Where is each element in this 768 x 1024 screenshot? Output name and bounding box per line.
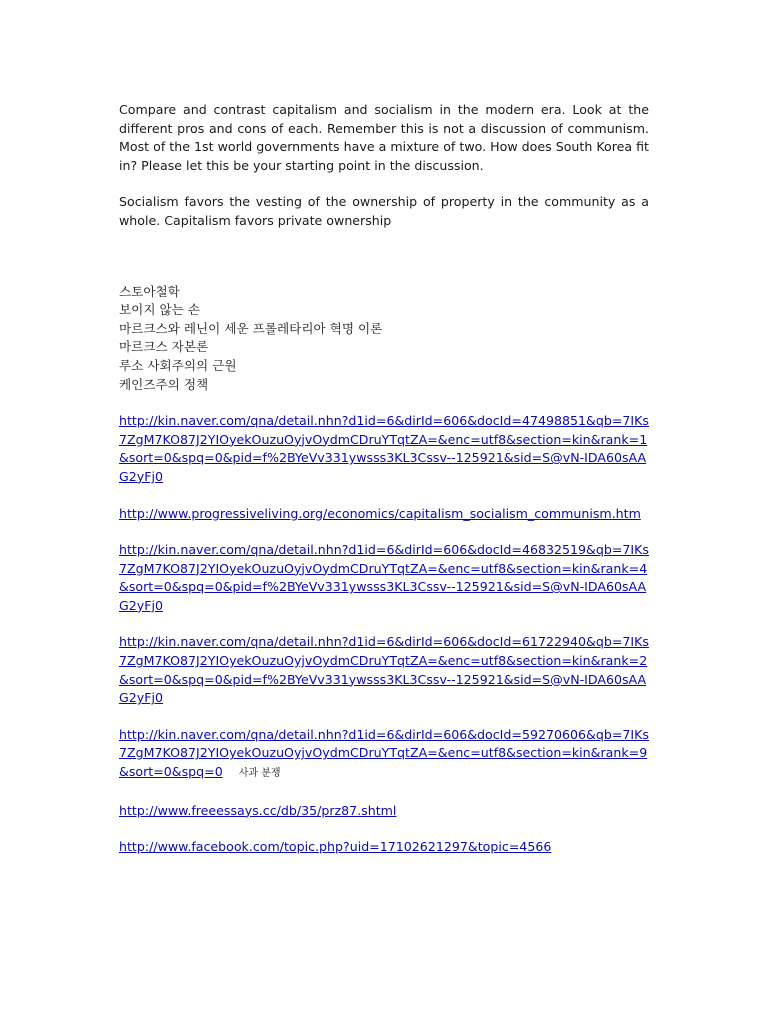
- reference-link-7[interactable]: http://www.facebook.com/topic.php?uid=17102621297&topic=4566: [119, 839, 552, 855]
- definition-paragraph: Socialism favors the vesting of the ownership of property in the community as a whole. Capitalism favors private ownership: [119, 194, 649, 228]
- topic-list: [119, 283, 649, 395]
- topic-item: 마르크스와 레닌이 세운 프롤레타리아 혁명 이론: [119, 320, 383, 336]
- reference-link-6[interactable]: http://www.freeessays.cc/db/35/prz87.shtml: [119, 802, 397, 818]
- link-item: [119, 802, 649, 821]
- link-item: [119, 633, 649, 707]
- link-item: [119, 726, 649, 784]
- topic-item: 보이지 않는 손: [119, 302, 200, 318]
- link-item: [119, 412, 649, 486]
- reference-link-3[interactable]: http://kin.naver.com/qna/detail.nhn?d1id=6&dirId=606&docId=46832519&qb=7IKs7ZgM7KO87J2YIOyekOuzuOyjvOydmCDruYTqtZA=&enc=utf8&section=kin&rank=4&sort=0&spq=0&pid=f%2BYeVv331ywsss3KL3Cssv--125921&sid=S@vN-IDA60sAAG2yFj0: [119, 542, 649, 613]
- intro-paragraph: Compare and contrast capitalism and socialism in the modern era. Look at the different pros and cons of each. Remember this is not a discussion of communism. Most of the 1st world governments have a mixture of two. How does South Korea fit in? Please let this be your starting point in the discussion.: [119, 102, 649, 173]
- reference-link-4[interactable]: http://kin.naver.com/qna/detail.nhn?d1id=6&dirId=606&docId=61722940&qb=7IKs7ZgM7KO87J2YIOyekOuzuOyjvOydmCDruYTqtZA=&enc=utf8&section=kin&rank=2&sort=0&spq=0&pid=f%2BYeVv331ywsss3KL3Cssv--125921&sid=S@vN-IDA60sAAG2yFj0: [119, 634, 649, 706]
- topic-item: 루소 사회주의의 근원: [119, 357, 237, 373]
- topic-item: 케인즈주의 정책: [119, 376, 209, 392]
- topic-item: 스토아철학: [119, 283, 180, 299]
- reference-link-1[interactable]: http://kin.naver.com/qna/detail.nhn?d1id=6&dirId=606&docId=47498851&qb=7IKs7ZgM7KO87J2YIOyekOuzuOyjvOydmCDruYTqtZA=&enc=utf8&section=kin&rank=1&sort=0&spq=0&pid=f%2BYeVv331ywsss3KL3Cssv--125921&sid=S@vN-IDA60sAAG2yFj0: [119, 413, 649, 484]
- reference-link-5[interactable]: http://kin.naver.com/qna/detail.nhn?d1id=6&dirId=606&docId=59270606&qb=7IKs7ZgM7KO87J2YIOyekOuzuOyjvOydmCDruYTqtZA=&enc=utf8&section=kin&rank=9&sort=0&spq=0: [119, 726, 649, 780]
- reference-links: [119, 412, 649, 857]
- document-body: [119, 101, 649, 875]
- link-item: [119, 505, 649, 524]
- link-item: [119, 838, 649, 857]
- reference-link-2[interactable]: http://www.progressiveliving.org/economics/capitalism_socialism_communism.htm: [119, 505, 641, 521]
- link-note: 사과 분쟁: [238, 768, 281, 780]
- topic-item: 마르크스 자본론: [119, 339, 209, 355]
- link-item: [119, 541, 649, 615]
